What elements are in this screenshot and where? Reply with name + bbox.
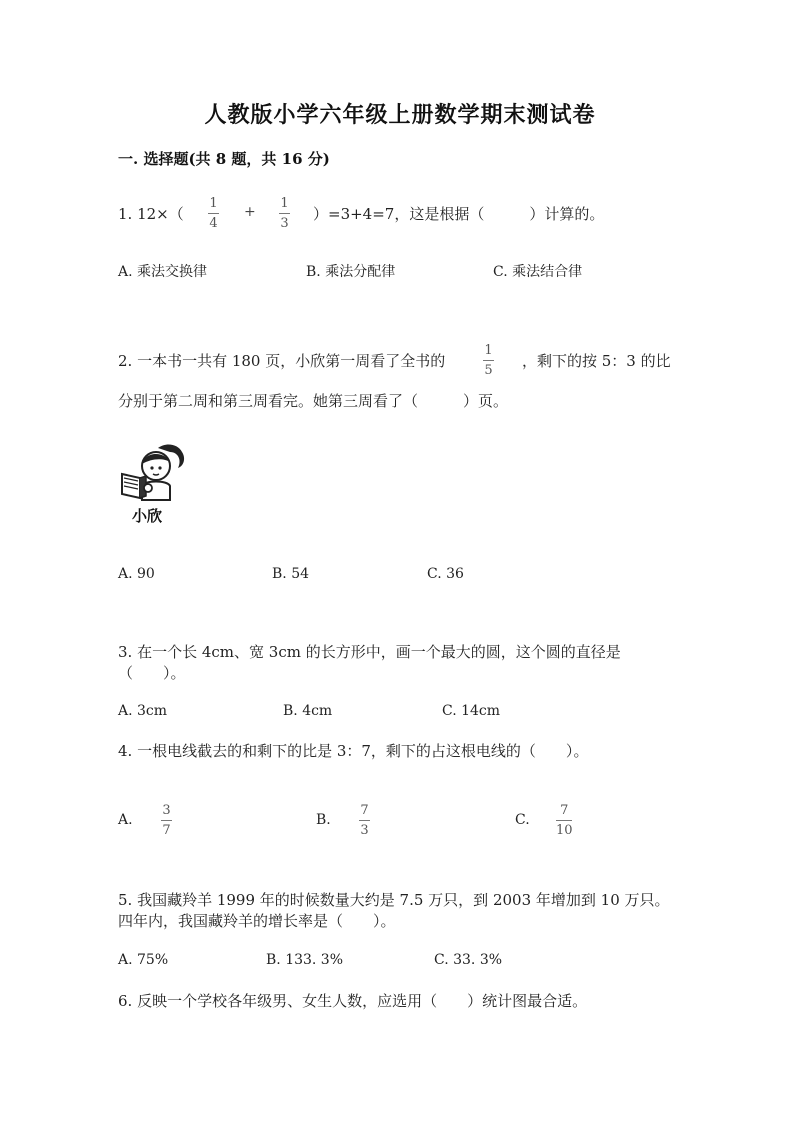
q4-option-b-fraction[interactable] [359, 804, 370, 837]
q4-b-num: 7 [360, 803, 369, 818]
q3-line2: （ ）。 [118, 664, 186, 682]
girl-reading-illustration [118, 442, 194, 524]
q1-frac2-den: 3 [280, 216, 289, 231]
fraction-bar [483, 360, 494, 361]
q5-option-b[interactable]: B. 133. 3% [266, 952, 344, 968]
q4-option-b-letter[interactable]: B. [316, 812, 331, 828]
q4-a-den: 7 [162, 823, 171, 838]
q1-fraction-2 [279, 197, 290, 230]
q2-option-c[interactable]: C. 36 [427, 566, 464, 582]
q1-fraction-1 [208, 197, 219, 230]
fraction-bar [161, 820, 172, 821]
fraction-bar [556, 820, 572, 821]
q2-fraction [483, 344, 494, 377]
q4-option-c-letter[interactable]: C. [515, 812, 530, 828]
q2-frac-num: 1 [484, 343, 493, 358]
q2-line2: 分别于第二周和第三周看完。她第三周看了（ ）页。 [118, 392, 509, 410]
q4-a-num: 3 [162, 803, 171, 818]
q2-option-a[interactable]: A. 90 [118, 566, 155, 582]
q1-option-b[interactable]: B. 乘法分配律 [306, 264, 396, 280]
q5-option-c[interactable]: C. 33. 3% [434, 952, 503, 968]
q1-frac1-den: 4 [209, 216, 218, 231]
q3-line1: 3. 在一个长 4cm、宽 3cm 的长方形中，画一个最大的圆，这个圆的直径是 [118, 643, 621, 661]
q2-option-b[interactable]: B. 54 [272, 566, 310, 582]
fraction-bar [279, 213, 290, 214]
q5-line1: 5. 我国藏羚羊 1999 年的时候数量大约是 7.5 万只，到 2003 年增加到 10 万只。 [118, 891, 670, 909]
section-heading: 一. 选择题(共 8 题，共 16 分) [118, 150, 330, 168]
q3-option-a[interactable]: A. 3cm [118, 703, 168, 719]
fraction-bar [359, 820, 370, 821]
q4-option-a-letter[interactable]: A. [118, 812, 133, 828]
q3-option-c[interactable]: C. 14cm [442, 703, 501, 719]
q4-option-c-fraction[interactable] [556, 804, 573, 837]
q1-option-a[interactable]: A. 乘法交换律 [118, 264, 208, 280]
q2-frac-den: 5 [484, 363, 493, 378]
q4-option-a-fraction[interactable] [161, 804, 172, 837]
q2-line1-prefix: 2. 一本书一共有 180 页，小欣第一周看了全书的 [118, 352, 446, 370]
fraction-bar [208, 213, 219, 214]
illustration-caption: 小欣 [132, 507, 163, 525]
q3-option-b[interactable]: B. 4cm [283, 703, 333, 719]
q1-plus: + [244, 204, 256, 220]
q1-option-c[interactable]: C. 乘法结合律 [493, 264, 583, 280]
q5-line2: 四年内，我国藏羚羊的增长率是（ ）。 [118, 912, 396, 930]
q2-line1-suffix: ，剩下的按 5：3 的比 [522, 352, 671, 370]
q6-text: 6. 反映一个学校各年级男、女生人数，应选用（ ）统计图最合适。 [118, 992, 588, 1010]
q1-prefix: 1. 12×（ [118, 205, 184, 223]
q1-frac1-num: 1 [209, 196, 218, 211]
q4-b-den: 3 [360, 823, 369, 838]
girl-reading-icon [118, 442, 194, 504]
q4-c-num: 7 [560, 803, 569, 818]
q4-text: 4. 一根电线截去的和剩下的比是 3：7，剩下的占这根电线的（ ）。 [118, 742, 589, 760]
q4-c-den: 10 [556, 823, 573, 838]
q5-option-a[interactable]: A. 75% [118, 952, 169, 968]
page-title: 人教版小学六年级上册数学期末测试卷 [204, 102, 596, 128]
q1-frac2-num: 1 [280, 196, 289, 211]
q1-suffix: ）=3+4=7，这是根据（ ）计算的。 [313, 205, 605, 223]
